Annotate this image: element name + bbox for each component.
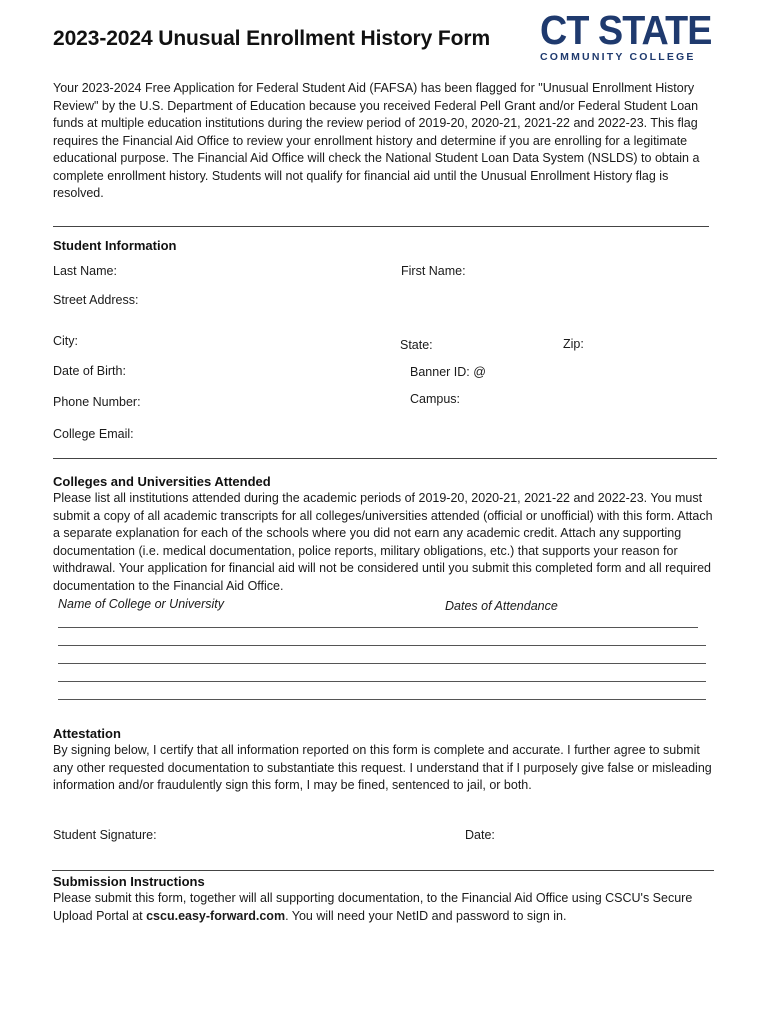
college-entry-line[interactable] — [58, 663, 706, 664]
ct-state-logo — [540, 7, 715, 63]
college-entry-line[interactable] — [58, 681, 706, 682]
attendance-dates-column-header: Dates of Attendance — [445, 599, 558, 613]
college-entry-line[interactable] — [58, 699, 706, 700]
colleges-paragraph: Please list all institutions attended during the academic periods of 2019-20, 2020-21, 2021-22 and 2022-23. You must submit a copy of all academic transcripts for all colleges/universities attended (official or unofficial) with this form. Attach a separate explanation for each of the schools where you did not earn any academic credit. Attach any supporting documentation (i.e. medical documentation, police reports, military obligations, etc.) that supports your reason for withdrawal. Your application for financial aid will not be considered until you submit this completed form and all required documentation to the Financial Aid Office. — [53, 491, 713, 593]
street-address-field[interactable]: Street Address: — [53, 293, 139, 307]
last-name-field[interactable]: Last Name: — [53, 264, 117, 278]
colleges-heading: Colleges and Universities Attended — [53, 474, 271, 489]
attestation-paragraph: By signing below, I certify that all information reported on this form is complete and accurate. I further agree to submit any other requested documentation to substantiate this request. I understand that if I purposely give false or misleading information and/or fraudulently sign this form, I may be fined, sentenced to jail, or both. — [53, 743, 712, 792]
divider — [53, 458, 717, 459]
zip-field[interactable]: Zip: — [563, 337, 584, 351]
college-entry-line[interactable] — [58, 645, 706, 646]
submission-heading: Submission Instructions — [53, 874, 205, 889]
college-email-field[interactable]: College Email: — [53, 427, 134, 441]
first-name-field[interactable]: First Name: — [401, 264, 466, 278]
form-title: 2023-2024 Unusual Enrollment History Form — [53, 27, 491, 50]
state-field[interactable]: State: — [400, 338, 433, 352]
submission-text: Please submit this form, together will all supporting documentation, to the Financial Aid Office using CSCU's Secure Upload Portal at — [53, 891, 693, 923]
divider — [52, 870, 714, 871]
submission-paragraph — [53, 890, 703, 925]
student-signature-field[interactable]: Student Signature: — [53, 828, 157, 842]
date-of-birth-field[interactable]: Date of Birth: — [53, 364, 126, 378]
logo-sub-text: COMMUNITY COLLEGE — [540, 51, 696, 63]
city-field[interactable]: City: — [53, 334, 78, 348]
college-entry-line[interactable] — [58, 627, 698, 628]
divider — [53, 226, 709, 227]
phone-number-field[interactable]: Phone Number: — [53, 395, 141, 409]
signature-date-field[interactable]: Date: — [465, 828, 495, 842]
logo-main-text: CT STATE — [540, 7, 712, 53]
attestation-heading: Attestation — [53, 726, 121, 741]
banner-id-field[interactable]: Banner ID: @ — [410, 365, 486, 379]
student-info-heading: Student Information — [53, 238, 177, 253]
campus-field[interactable]: Campus: — [410, 392, 461, 406]
submission-text-end: . You will need your NetID and password to sign in. — [285, 908, 567, 923]
intro-paragraph: Your 2023-2024 Free Application for Federal Student Aid (FAFSA) has been flagged for "Unusual Enrollment History Review" by the U.S. Department of Education because you received Federal Pell Grant and/or Federal Student Loan funds at multiple education institutions during the review period of 2019-20, 2020-21, 2021-22 and 2022-23. This flag requires the Financial Aid Office to review your enrollment history and determine if you are enrolling for a legitimate educational purpose. The Financial Aid Office will check the National Student Loan Data System (NSLDS) to obtain a complete enrollment history. Students will not qualify for financial aid until the Unusual Enrollment History flag is resolved. — [53, 81, 700, 200]
upload-portal-link[interactable]: cscu.easy-forward.com — [146, 908, 286, 923]
college-name-column-header: Name of College or University — [58, 597, 225, 611]
